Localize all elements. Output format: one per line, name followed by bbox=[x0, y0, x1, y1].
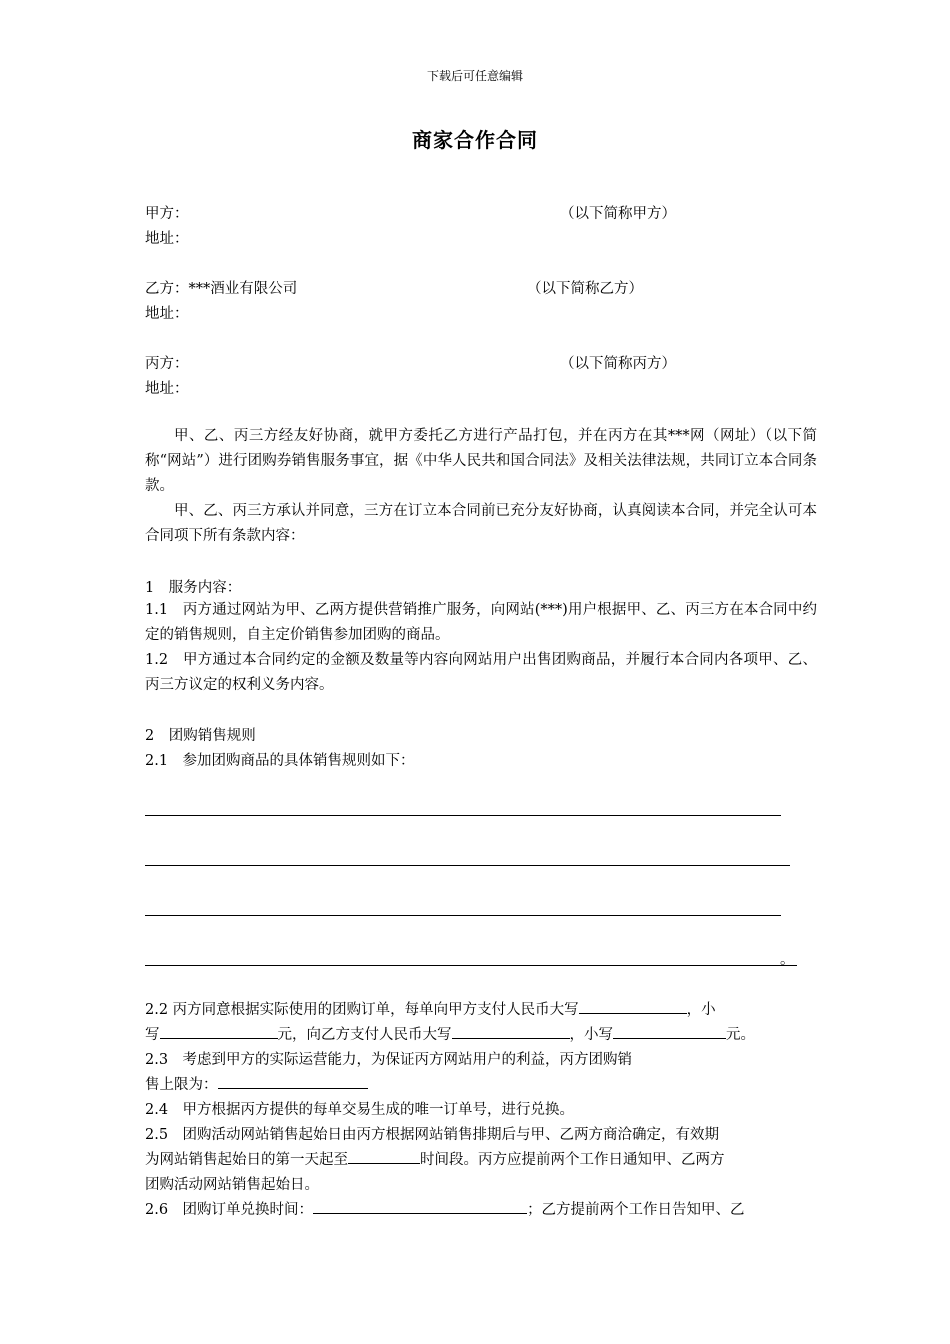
header-note: 下载后可任意编辑 bbox=[426, 69, 523, 83]
amount-blank bbox=[613, 1023, 726, 1039]
clause-2-3-text: 售上限为： bbox=[145, 1077, 218, 1093]
party-a-address: 地址： bbox=[145, 231, 189, 247]
party-a-note: （以下简称甲方） bbox=[560, 206, 676, 222]
clause-2-6 bbox=[145, 1198, 745, 1219]
clause-2-2-text: 2.2 丙方同意根据实际使用的团购订单，每单向甲方支付人民币大写 bbox=[145, 1002, 579, 1018]
amount-blank bbox=[579, 998, 687, 1014]
party-c-address: 地址： bbox=[145, 381, 189, 397]
section-1-heading: 1 服务内容： bbox=[145, 580, 242, 596]
rules-blank-line bbox=[145, 865, 790, 866]
page-title: 商家合作合同 bbox=[412, 128, 538, 152]
clause-2-4: 2.4 甲方根据丙方提供的每单交易生成的唯一订单号，进行兑换。 bbox=[145, 1102, 575, 1118]
clause-2-2-text: ，小写 bbox=[569, 1027, 613, 1043]
section-2-heading: 2 团购销售规则 bbox=[145, 728, 256, 744]
clause-2-3-line-2 bbox=[145, 1073, 368, 1094]
party-c-label: 丙方： bbox=[145, 356, 189, 372]
clause-2-2-line-1 bbox=[145, 998, 716, 1019]
party-c-note: （以下简称丙方） bbox=[560, 356, 676, 372]
clause-2-2-text: 写 bbox=[145, 1027, 160, 1043]
rules-blank-line bbox=[145, 815, 781, 816]
clause-2-5-line-2 bbox=[145, 1148, 725, 1169]
exchange-time-blank bbox=[313, 1198, 527, 1214]
clause-2-3-line-1: 2.3 考虑到甲方的实际运营能力，为保证丙方网站用户的利益，丙方团购销 bbox=[145, 1052, 633, 1068]
party-b-note: （以下简称乙方） bbox=[527, 281, 643, 297]
period-blank bbox=[348, 1148, 420, 1164]
clause-2-2-text: 元。 bbox=[726, 1027, 755, 1043]
amount-blank bbox=[452, 1023, 570, 1039]
clause-2-5-line-3: 团购活动网站销售起始日。 bbox=[145, 1177, 319, 1193]
intro-paragraph-2: 甲、乙、丙三方承认并同意，三方在订立本合同前已充分友好协商，认真阅读本合同，并完全认可本合同项下所有条款内容： bbox=[145, 503, 817, 544]
clause-2-1: 2.1 参加团购商品的具体销售规则如下： bbox=[145, 753, 415, 769]
clause-2-2-text: ，小 bbox=[686, 1002, 716, 1018]
clause-1-1: 1.1 丙方通过网站为甲、乙两方提供营销推广服务，向网站(***)用户根据甲、乙、丙三方在本合同中约定的销售规则，自主定价销售参加团购的商品。 bbox=[145, 602, 817, 643]
clause-2-6-text: ；乙方提前两个工作日告知甲、乙 bbox=[527, 1202, 745, 1218]
clause-2-6-text: 2.6 团购订单兑换时间： bbox=[145, 1202, 314, 1218]
intro-paragraph-1: 甲、乙、丙三方经友好协商，就甲方委托乙方进行产品打包，并在丙方在其***网（网址）（以下简称“网站”）进行团购券销售服务事宜，据《中华人民共和国合同法》及相关法律法规，共同订立本合同条款。 bbox=[145, 428, 817, 494]
amount-blank bbox=[160, 1023, 278, 1039]
party-b-address: 地址： bbox=[145, 306, 189, 322]
rules-blank-line bbox=[145, 915, 781, 916]
clause-1-2: 1.2 甲方通过本合同约定的金额及数量等内容向网站用户出售团购商品，并履行本合同内各项甲、乙、丙三方议定的权利义务内容。 bbox=[145, 652, 817, 693]
limit-blank bbox=[218, 1073, 368, 1089]
clause-2-2-text: 元，向乙方支付人民币大写 bbox=[277, 1027, 452, 1043]
clause-2-5-line-1: 2.5 团购活动网站销售起始日由丙方根据网站销售排期后与甲、乙两方商洽确定，有效期 bbox=[145, 1127, 720, 1143]
rules-end-mark: 。 bbox=[780, 952, 795, 968]
party-a-label: 甲方： bbox=[145, 206, 189, 222]
clause-2-2-line-2 bbox=[145, 1023, 755, 1044]
clause-2-5-text: 为网站销售起始日的第一天起至 bbox=[145, 1152, 348, 1168]
clause-2-5-text: 时间段。丙方应提前两个工作日通知甲、乙两方 bbox=[420, 1152, 725, 1168]
rules-blank-line bbox=[145, 965, 797, 966]
party-b-label: 乙方：***酒业有限公司 bbox=[145, 281, 298, 297]
